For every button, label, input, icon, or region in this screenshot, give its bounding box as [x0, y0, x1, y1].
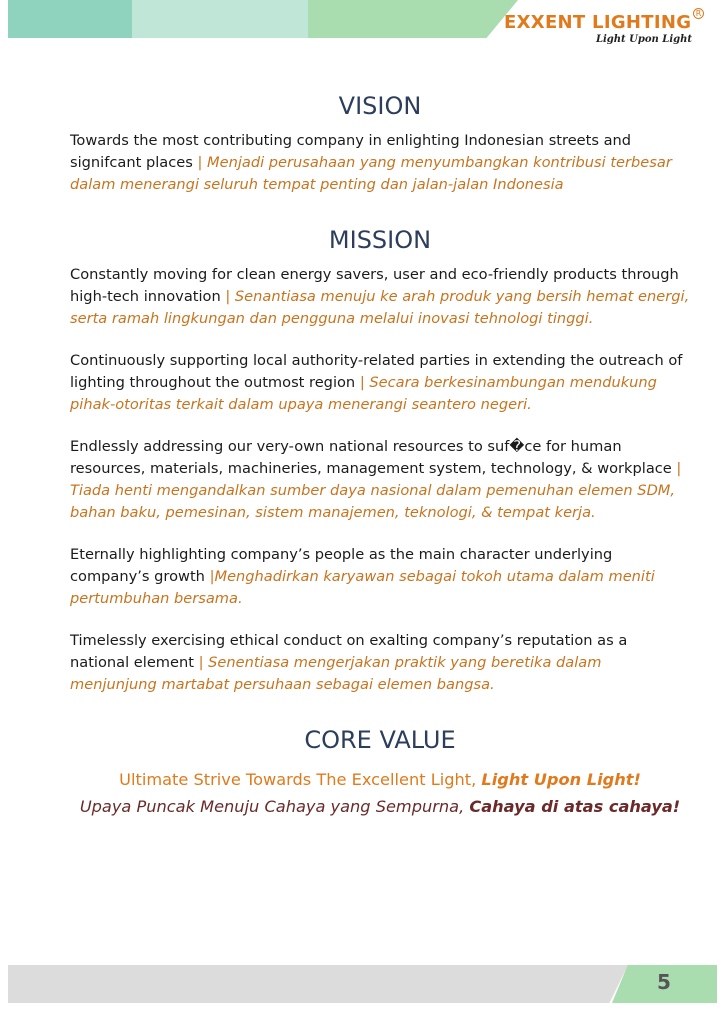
core-value-english-text: Ultimate Strive Towards The Excellent Light,: [119, 770, 482, 789]
vision-english: Towards the most contributing company in enlighting Indonesian streets and signifcant places: [70, 132, 632, 171]
header-band: [8, 0, 518, 38]
page-content: [70, 92, 690, 820]
vision-heading: VISION: [338, 92, 422, 120]
mission-item-english: Endlessly addressing our very-own national resources to suf�ce for human resources, materials, machineries, management system, technology, & workplace: [70, 438, 672, 477]
mission-item-english: Constantly moving for clean energy savers, user and eco-friendly products through high-tech innovation: [70, 266, 679, 305]
core-value-heading: CORE VALUE: [304, 726, 456, 754]
mission-item-english: Eternally highlighting company’s people as the main character underlying company’s growth: [70, 546, 613, 585]
registered-mark-icon: R: [693, 8, 704, 19]
brand-logo: [504, 9, 714, 45]
mission-item-indonesian: | Senentiasa mengerjakan praktik yang beretika dalam menjunjung martabat persuhaan sebagai elemen bangsa.: [70, 654, 602, 693]
header-band-segment-3: [308, 0, 518, 38]
core-value-indonesian: [50, 793, 710, 820]
mission-item: [70, 436, 690, 524]
vision-paragraph: [70, 130, 690, 196]
footer-band-gray: [8, 965, 628, 1003]
core-value-english-emphasis: Light Upon Light!: [481, 770, 641, 789]
mission-item-english: Continuously supporting local authority-related parties in extending the outreach of lighting throughout the outmost region: [70, 352, 683, 391]
page-number: 5: [657, 970, 671, 994]
mission-heading: MISSION: [328, 226, 432, 254]
core-value-english: [50, 766, 710, 793]
mission-item-english: Timelessly exercising ethical conduct on exalting company’s reputation as a national element: [70, 632, 628, 671]
core-value-indonesian-text: Upaya Puncak Menuju Cahaya yang Sempurna,: [79, 797, 470, 816]
mission-item: [70, 350, 690, 416]
brand-name: EXXENT LIGHTING: [504, 12, 692, 33]
vision-indonesian: | Menjadi perusahaan yang menyumbangkan kontribusi terbesar dalam menerangi seluruh tempat penting dan jalan-jalan Indonesia: [70, 154, 672, 193]
brand-tagline: Light Upon Light: [595, 34, 692, 45]
core-value-text: [50, 766, 710, 820]
header-band-segment-1: [8, 0, 132, 38]
mission-item: [70, 630, 690, 696]
mission-item: [70, 544, 690, 610]
mission-item-indonesian: |Menghadirkan karyawan sebagai tokoh utama dalam meniti pertumbuhan bersama.: [70, 568, 655, 607]
mission-item: [70, 264, 690, 330]
mission-item-indonesian: | Tiada henti mengandalkan sumber daya nasional dalam pemenuhan elemen SDM, bahan baku, pemesinan, sistem manajemen, teknologi, & tempat kerja.: [70, 460, 682, 521]
mission-item-indonesian: | Secara berkesinambungan mendukung pihak-otoritas terkait dalam upaya menerangi seantero negeri.: [70, 374, 657, 413]
header-band-segment-2: [132, 0, 308, 38]
core-value-indonesian-emphasis: Cahaya di atas cahaya!: [469, 797, 681, 816]
mission-item-indonesian: | Senantiasa menuju ke arah produk yang bersih hemat energi, serta ramah lingkungan dan pengguna melalui inovasi tehnologi tinggi.: [70, 288, 690, 327]
